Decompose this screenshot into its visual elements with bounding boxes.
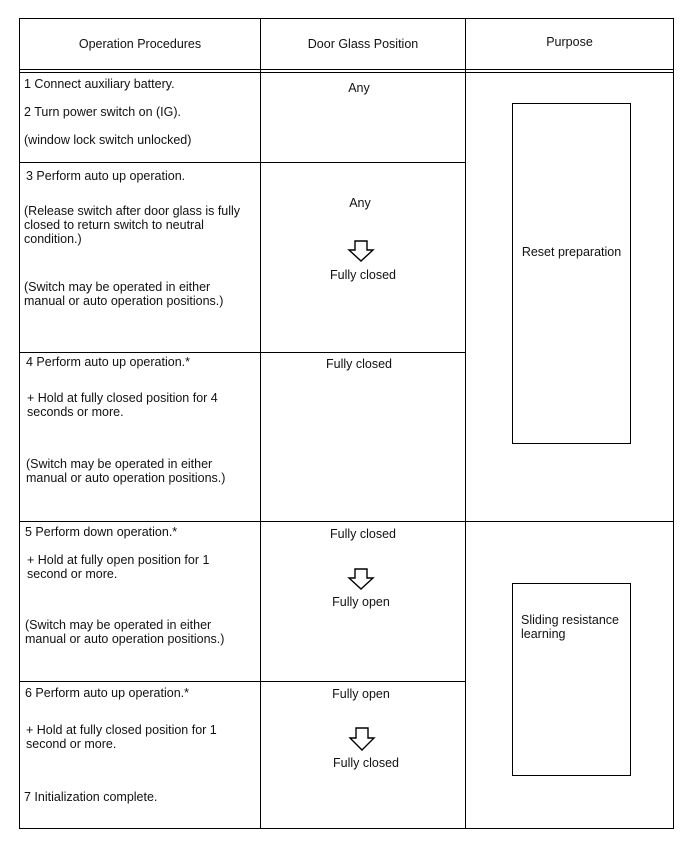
- procedure-note: manual or auto operation positions.): [25, 632, 225, 646]
- procedure-note: (window lock switch unlocked): [24, 133, 192, 147]
- purpose-reset-preparation: Reset preparation: [521, 245, 622, 259]
- row-divider-1: [19, 162, 466, 163]
- header-rule-2: [19, 72, 674, 73]
- procedure-note: manual or auto operation positions.): [24, 294, 224, 308]
- procedure-note: (Switch may be operated in either: [25, 618, 212, 632]
- procedure-note: seconds or more.: [27, 405, 124, 419]
- procedure-step-7: 7 Initialization complete.: [24, 790, 158, 804]
- position-fully-open: Fully open: [332, 687, 390, 701]
- row-divider-3: [19, 521, 674, 522]
- procedure-note: (Switch may be operated in either: [26, 457, 213, 471]
- header-operation-procedures: Operation Procedures: [78, 37, 202, 51]
- procedure-step-3: 3 Perform auto up operation.: [26, 169, 186, 183]
- header-door-glass-position: Door Glass Position: [307, 37, 419, 51]
- procedure-step-2: 2 Turn power switch on (IG).: [24, 105, 182, 119]
- position-fully-closed: Fully closed: [333, 756, 399, 770]
- procedure-note: + Hold at fully open position for 1: [27, 553, 210, 567]
- down-arrow-icon: [348, 727, 376, 751]
- procedure-step-1: 1 Connect auxiliary battery.: [24, 77, 175, 91]
- table-border-right: [673, 18, 674, 829]
- procedure-note: (Switch may be operated in either: [24, 280, 211, 294]
- down-arrow-icon: [347, 568, 375, 590]
- row-divider-2: [19, 352, 466, 353]
- header-rule-1: [19, 69, 674, 70]
- position-fully-closed: Fully closed: [330, 268, 396, 282]
- position-any: Any: [348, 81, 370, 95]
- down-arrow-icon: [347, 240, 375, 262]
- table-border-top: [19, 18, 674, 19]
- procedure-note: second or more.: [27, 567, 118, 581]
- procedure-step-4: 4 Perform auto up operation.*: [26, 355, 190, 369]
- purpose-sliding-box: [512, 583, 631, 776]
- position-any: Any: [349, 196, 371, 210]
- procedure-note: (Release switch after door glass is fully: [24, 204, 241, 218]
- procedure-note: closed to return switch to neutral: [24, 218, 204, 232]
- position-fully-closed: Fully closed: [326, 357, 392, 371]
- procedure-step-6: 6 Perform auto up operation.*: [25, 686, 189, 700]
- procedure-note: + Hold at fully closed position for 4: [27, 391, 218, 405]
- procedure-note: condition.): [24, 232, 82, 246]
- col-divider-1: [260, 18, 261, 829]
- row-divider-4: [19, 681, 466, 682]
- purpose-reset-box: [512, 103, 631, 444]
- procedure-step-5: 5 Perform down operation.*: [25, 525, 178, 539]
- procedure-note: second or more.: [26, 737, 117, 751]
- header-purpose: Purpose: [546, 35, 593, 49]
- purpose-sliding-resistance: Sliding resistance: [521, 613, 619, 627]
- purpose-learning: learning: [521, 627, 566, 641]
- position-fully-closed: Fully closed: [330, 527, 396, 541]
- table-border-left: [19, 18, 20, 829]
- col-divider-2: [465, 18, 466, 829]
- position-fully-open: Fully open: [332, 595, 390, 609]
- procedure-note: + Hold at fully closed position for 1: [26, 723, 217, 737]
- table-border-bottom: [19, 828, 674, 829]
- procedure-note: manual or auto operation positions.): [26, 471, 226, 485]
